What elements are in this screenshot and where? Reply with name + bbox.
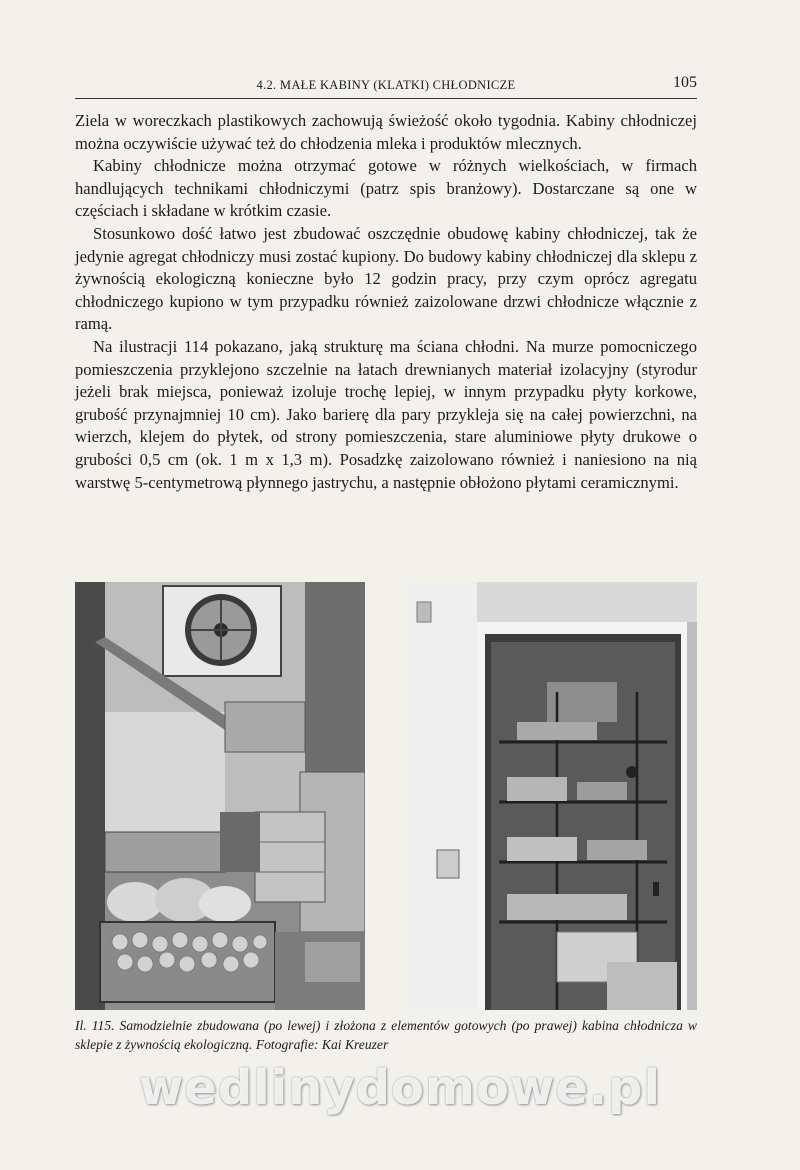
photo-self-built-cold-room [75,582,365,1010]
paragraph-3: Stosunkowo dość łatwo jest zbudować oszczędnie obudowę kabiny chłodniczej, tak że jedynie agregat chłodniczy musi zostać kupiony. Do budowy kabiny chłodniczej dla sklepu z żywnością ekologiczną konieczne było 12 godzin pracy, przy czym oprócz agregatu chłodniczego kupiono w tym przypadku również zaizolowane drzwi chłodnicze włącznie z ramą. [75,223,697,334]
paragraph-1: Ziela w woreczkach plastikowych zachowują świeżość około tygodnia. Kabiny chłodniczej można oczywiście używać też do chłodzenia mleka i produktów mlecznych. [75,111,697,153]
watermark-text: wedlinydomowe.pl [139,1060,661,1116]
cold-room-photo-left-image [75,582,365,1010]
chapter-title: 4.2. MAŁE KABINY (KLATKI) CHŁODNICZE [256,78,516,92]
page-number: 105 [673,74,697,91]
paragraph-2: Kabiny chłodnicze można otrzymać gotowe w różnych wielkościach, w firmach handlujących technikami chłodniczymi (patrz spis branżowy). Dostarczane są one w częściach i składane w krótkim czasie. [75,156,697,221]
running-header [75,74,697,99]
body-text [75,110,697,494]
cold-room-photo-right-image [407,582,697,1010]
photo-prefabricated-cold-room [407,582,697,1010]
paragraph-4: Na ilustracji 114 pokazano, jaką strukturę ma ściana chłodni. Na murze pomocniczego pomieszczenia przyklejono szczelnie na łatach drewnianych materiał izolacyjny (styrodur jeżeli brak miejsca, ponieważ izoluje trochę lepiej, w innym przypadku płyty korkowe, grubość przynajmniej 10 cm). Jako barierę dla pary przykleja się na całej powierzchni, na wierzch, klejem do płytek, od strony pomieszczenia, stare aluminiowe płyty drukowe o grubości 0,5 cm (ok. 1 m x 1,3 m). Posadzkę zaizolowano również i naniesiono na nią warstwę 5-centymetrową płynnego jastrychu, a następnie obłożono płytami ceramicznymi. [75,336,697,492]
figure-caption: Il. 115. Samodzielnie zbudowana (po lewej) i złożona z elementów gotowych (po prawej) kabina chłodnicza w sklepie z żywnością ekologiczną. Fotografie: Kai Kreuzer [75,1018,697,1052]
